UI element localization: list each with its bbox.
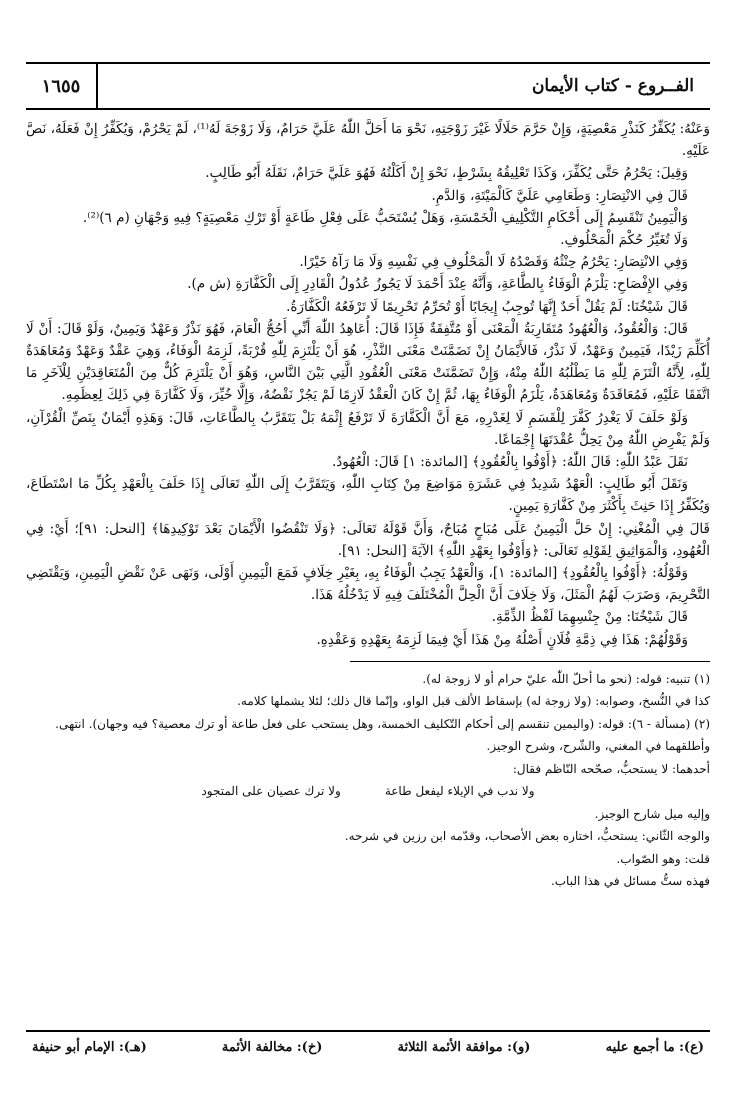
page-number: ١٦٥٥	[26, 64, 98, 108]
running-title: الفــروع - كتاب الأيمان	[531, 76, 694, 96]
paragraph: نَقَلَ عَبْدُ اللّٰهِ: قَالَ اللّٰهُ: ﴿أَوْفُوا بِالْعُقُودِ﴾ [المائدة: ١] قَالَ: الْعُهُودُ.	[332, 454, 688, 471]
paragraph: وَفِي الإِفْصَاحِ: يَلْزَمُ الْوَفَاءُ بِالطَّاعَةِ، وَأَنَّهُ عِنْدَ أَحْمَدَ لَا يَجُوزُ عُدُولُ الْقَادِرِ إِلَى الْكَفَّارَةِ (ش م).	[187, 276, 688, 293]
footnote-separator	[350, 661, 710, 662]
paragraph: وَعَنْهُ: يُكَفِّرُ كَنَذْرِ مَعْصِيَةٍ، وَإِنْ حَرَّمَ حَلَالًا غَيْرَ زَوْجَتِهِ، نَحْوَ مَا أَحَلَّ اللّٰهُ عَلَيَّ حَرَامٌ، وَلَا زَوْجَةَ لَهُ⁽¹⁾، لَمْ يَحْرُمْ، وَيُكَفِّرُ إِنْ فَعَلَهُ، نَصَّ عَلَيْهِ.	[26, 121, 711, 160]
paragraph: قَالَ شَيْخُنَا: مِنْ جِنْسِهِمَا لَفْظُ الذِّمَّةِ.	[491, 609, 688, 626]
main-text	[26, 118, 710, 651]
footnote-line: فهذه ستُّ مسائل في هذا الباب.	[550, 874, 710, 889]
paragraph: وَنَقَلَ أَبُو طَالِبٍ: الْعَهْدُ شَدِيدٌ فِي عَشَرَةِ مَوَاضِعَ مِنْ كِتَابِ اللّٰهِ، وَيَتَقَرَّبُ إِلَى اللّٰهِ تَعَالَى إِذَا حَلَفَ بِالْعَهْدِ بِكُلِّ مَا اسْتَطَاعَ، وَيُكَفِّرُ إِذَا حَنِثَ بِأَكْثَرَ مِنْ كَفَّارَةِ يَمِينٍ.	[26, 476, 710, 515]
paragraph: قَالَ فِي الْمُغْنِي: إِنْ حَلَّ الْيَمِينُ عَلَى مُبَاحٍ مُبَاحٌ، وَأَنَّ قَوْلَهُ تَعَالَى: ﴿وَلَا تَنْقُضُوا الْأَيْمَانَ بَعْدَ تَوْكِيدِهَا﴾ [النحل: ٩١]؛ أَيْ: فِي الْعُهُودِ، وَالْمَوَاثِيقِ لِقَوْلِهِ تَعَالَى: ﴿وَأَوْفُوا بِعَهْدِ اللّٰهِ﴾ الآيَةَ [النحل: ٩١].	[26, 520, 710, 559]
footnote-line: (١) تنبيه: قوله: (نحو ما أحلّ اللّٰه عليّ حرام أو لا زوجة له).	[422, 671, 710, 686]
paragraph: قَالَ: وَالْعُقُودُ، وَالْعُهُودُ مُتَقَارِبَةُ الْمَعْنَى أَوْ مُتَّفِقَةٌ فَإِذَا قَالَ: أُعَاهِدُ اللّٰهَ أَنِّي أَحُجُّ الْعَامَ، فَهُوَ نَذْرٌ وَعَهْدٌ وَيَمِينٌ، وَلَوْ قَالَ: أَنْ لَا أُكَلِّمَ زَيْدًا، فَيَمِينٌ وَعَهْدٌ، لَا نَذْرٌ، فَالأَيْمَانُ إِنْ تَضَمَّنَتْ مَعْنَى النَّذْرِ، هُوَ أَنْ يَلْتَزِمَ لِلّٰهِ قُرْبَةً، لَزِمَهُ الْوَفَاءُ، وَهِيَ عَقْدٌ وَعَهْدٌ وَمُعَاهَدَةٌ لِلّٰهِ، لِأَنَّهُ الْتَزَمَ لِلّٰهِ مَا يَطْلُبُهُ اللّٰهُ مِنْهُ، وَإِنْ تَضَمَّنَتْ مَعْنَى الْعُقُودِ الَّتِي بَيْنَ النَّاسِ، وَهُوَ أَنْ يَلْتَزِمَ كُلٌّ مِنَ الْمُتَعَاقِدَيْنِ لِلْآخَرِ مَا اتَّفَقَا عَلَيْهِ، فَمُعَاقَدَةٌ وَمُعَاهَدَةٌ، يَلْزَمُ الْوَفَاءُ بِهَا، ثُمَّ إِنْ كَانَ الْعَقْدُ لَازِمًا لَمْ يَجُزْ نَقْضُهُ، وَإِلَّا خُيِّرَ، وَلَا كَفَّارَةَ فِي ذَلِكَ لِعِظَمِهِ.	[26, 320, 710, 404]
legend-item: (خ): مخالفة الأئمة	[221, 1040, 323, 1055]
footnotes	[26, 668, 710, 893]
paragraph: وَلَوْ حَلَفَ لَا يَغْدِرُ كَفَّرَ لِلْقَسَمِ لَا لِغَدْرِهِ، مَعَ أَنَّ الْكَفَّارَةَ لَا تَرْفَعُ إِثْمَهُ بَلْ يَتَقَرَّبُ بِالطَّاعَاتِ، قَالَ: وَهَذِهِ أَيْمَانٌ بِنَصِّ الْقُرْآنِ، وَلَمْ يَفْرِضِ اللّٰهُ مِنْ يَحِلُّ عُقْدَتَهَا إِجْمَاعًا.	[26, 409, 710, 448]
paragraph: قَالَ فِي الانْتِصَارِ: وَطَعَامِي عَلَيَّ كَالْمَيْتَةِ، وَالدَّمِ.	[431, 187, 688, 204]
paragraph: وَفِي الانْتِصَارِ: يَحْرُمُ حِنْثُهُ وَقَصْدُهُ لَا الْمَحْلُوفِ فِي نَفْسِهِ وَلَا مَا رَآهُ خَيْرًا.	[299, 254, 688, 271]
legend-item: (و): موافقة الأئمة الثلاثة	[397, 1040, 531, 1055]
paragraph: قَالَ شَيْخُنَا: لَمْ يَقُلْ أَحَدٌ إِنَّهَا تُوجِبُ إِيجَابًا أَوْ تُحَرِّمُ تَحْرِيمًا لَا تَرْفَعُهُ الْكَفَّارَةُ.	[286, 298, 688, 315]
paragraph: وَقَوْلُهُ: ﴿أَوْفُوا بِالْعُقُودِ﴾ [المائدة: ١]، وَالْعَهْدُ يَجِبُ الْوَفَاءُ بِهِ، بِغَيْرِ خِلَافٍ فَمَعَ الْيَمِينِ أَوْلَى، وَنَهَى عَنْ نَقْضِ الْيَمِينِ، وَيَقْتَضِي التَّحْرِيمَ، وَضَرَبَ لَهُمُ الْمَثَلَ، وَلَا خِلَافَ أَنَّ الْحِلَّ الْمُخْتَلَفَ فِيهِ لَا يَدْخُلُهُ هَذَا.	[26, 565, 710, 604]
footnote-line: (٢) (مسألة - ٦): قوله: (واليمين تنقسم إلى أحكام التّكليف الخمسة، وهل يستحب على فعل طاعة أو ترك معصية؟ فيه وجهان). انتهى.	[55, 716, 710, 731]
poem-verse	[26, 780, 710, 803]
page-header	[26, 62, 710, 110]
abbreviation-legend	[26, 1030, 710, 1055]
footnote-line: قلت: وهو الصّواب.	[616, 851, 710, 866]
document-page	[26, 62, 710, 1072]
footnote-line: كذا في النُّسخ، وصوابه: (ولا زوجة له) بإسقاط الألف قبل الواو، وإنّما قال ذلك؛ لئلا يشملها كلامه.	[237, 694, 710, 709]
paragraph: وَقَوْلُهُمْ: هَذَا فِي ذِمَّةِ فُلَانٍ أَصْلُهُ مِنْ هَذَا أَيْ فِيمَا لَزِمَهُ بِعَهْدِهِ وَعَقْدِهِ.	[316, 631, 688, 648]
paragraph: وَقِيلَ: يَحْرُمُ حَتَّى يُكَفِّرَ، وَكَذَا تَعْلِيقُهُ بِشَرْطٍ، نَحْوَ إِنْ أَكَلْتُهُ فَهُوَ عَلَيَّ حَرَامٌ، نَقَلَهُ أَبُو طَالِبٍ.	[205, 165, 688, 182]
footnote-line: أحدهما: لا يستحبُّ، صحّحه النّاظم فقال:	[512, 761, 710, 776]
verse-left-hemistich: ولا ترك عصيان على المتجود	[201, 784, 341, 799]
footnote-line: وإليه ميل شارح الوجيز.	[594, 806, 710, 821]
footnote-line: والوجه الثّاني: يستحبُّ، اختاره بعض الأصحاب، وقدّمه ابن رزين في شرحه.	[344, 829, 710, 844]
paragraph: وَلَا تُغَيِّرُ حُكْمَ الْمَحْلُوفِ.	[560, 232, 688, 249]
paragraph: وَالْيَمِينُ تَنْقَسِمُ إِلَى أَحْكَامِ التَّكْلِيفِ الْخَمْسَةِ، وَهَلْ يُسْتَحَبُّ عَلَى فِعْلِ طَاعَةٍ أَوْ تَرْكِ مَعْصِيَةٍ؟ فِيهِ وَجْهَانِ (م ٦)⁽²⁾.	[82, 209, 688, 226]
verse-right-hemistich: ولا ندب في الإيلاء ليفعل طاعة	[384, 784, 535, 799]
legend-item: (هـ): الإمام أبو حنيفة	[32, 1040, 147, 1055]
legend-item: (ع): ما أجمع عليه	[605, 1040, 704, 1055]
footnote-line: وأطلقهما في المغني، والشّرح، وشرح الوجيز.	[486, 739, 710, 754]
